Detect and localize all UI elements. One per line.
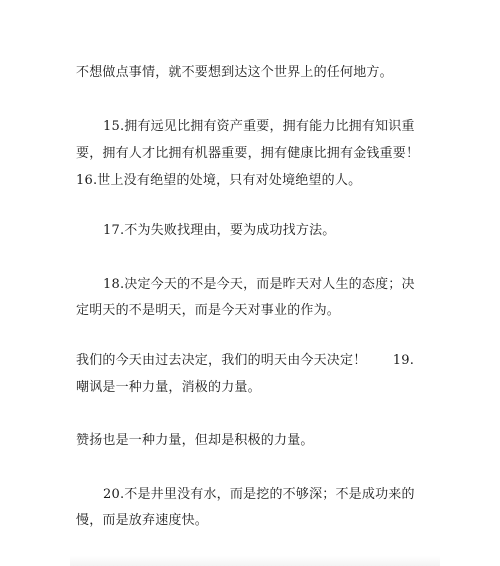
text-line: 嘲讽是一种力量，消极的力量。 xyxy=(76,380,261,395)
text-line: 赞扬也是一种力量，但却是积极的力量。 xyxy=(76,433,314,448)
text-line: 定明天的不是明天，而是今天对事业的作为。 xyxy=(76,303,341,318)
text-line: 慢，而是放弃速度快。 xyxy=(76,513,209,528)
text-line: 不想做点事情，就不要想到达这个世界上的任何地方。 xyxy=(76,65,393,80)
text-line: 16.世上没有绝望的处境，只有对处境绝望的人。 xyxy=(76,173,362,188)
text-line: 20.不是井里没有水，而是挖的不够深；不是成功来的 xyxy=(103,487,415,502)
text-line: 17.不为失败找理由，要为成功找方法。 xyxy=(103,223,336,238)
text-line: 我们的今天由过去决定，我们的明天由今天决定！ 19. xyxy=(76,353,415,368)
text-line: 18.决定今天的不是今天，而是昨天对人生的态度；决 xyxy=(103,277,415,292)
text-line: 要，拥有人才比拥有机器重要，拥有健康比拥有金钱重要！ xyxy=(76,146,420,161)
text-line: 15.拥有远见比拥有资产重要，拥有能力比拥有知识重 xyxy=(103,119,415,134)
page-bottom-fade xyxy=(70,556,440,566)
